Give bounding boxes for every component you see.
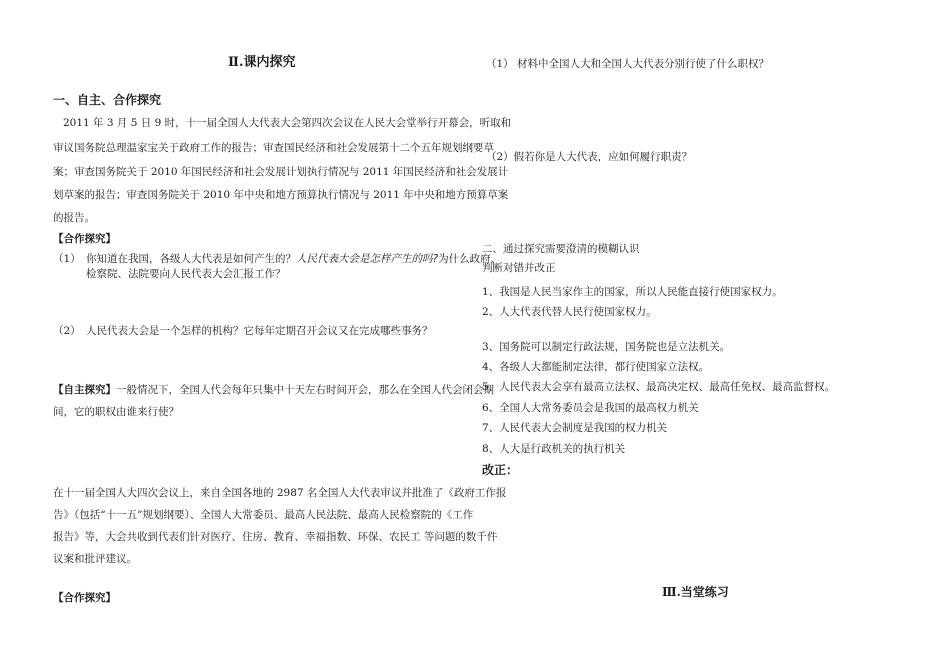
paragraph-line: 议案和批评建议。 bbox=[53, 553, 137, 565]
section-title-practice: Ⅲ.当堂练习 bbox=[662, 585, 729, 599]
question-text: 检察院、法院要向人民代表大会汇报工作？ bbox=[86, 268, 286, 280]
material-line: 案；审查国务院关于 2010 年国民经济和社会发展计划执行情况与 2011 年国民经济和社会发展计 bbox=[53, 166, 509, 178]
self-explore-label: 【自主探究】 bbox=[53, 384, 116, 396]
self-explore-text: 间，它的职权由谁来行使？ bbox=[53, 406, 179, 418]
judge-item: 3、国务院可以制定行政法规，国务院也是立法机关。 bbox=[482, 341, 731, 353]
self-explore-text: 一般情况下，全国人代会每年只集中十天左右时间开会，那么在全国人代会闭会期 bbox=[116, 384, 494, 396]
paragraph-line: 告》（包括“十一五”规划纲要）、全国人大常委员、最高人民法院、最高人民检察院的《工作 bbox=[53, 509, 474, 521]
judge-item: 5、人民代表大会享有最高立法权、最高决定权、最高任免权、最高监督权。 bbox=[482, 381, 836, 393]
judge-item: 8、人大是行政机关的执行机关 bbox=[482, 443, 626, 455]
judge-item: 2、人大代表代替人民行使国家权力。 bbox=[482, 306, 657, 318]
question-text bbox=[86, 252, 501, 267]
paragraph-line: 报告》等，大会共收到代表们针对医疗、住房、教育、幸福指数、环保、农民工 等问题的数千件 bbox=[53, 531, 498, 543]
question-number: （2） bbox=[53, 325, 81, 337]
judge-item: 4、各级人大都能制定法律，都行使国家立法权。 bbox=[482, 361, 710, 373]
material-line: 2011 年 3 月 5 日 9 时，十一届全国人大代表大会第四次会议在人民大会堂举行开幕会，听取和 bbox=[63, 117, 512, 129]
section-title-ketang: Ⅱ.课内探究 bbox=[228, 55, 296, 70]
question-number: （1） bbox=[53, 253, 81, 265]
section-heading-1: 一、自主、合作探究 bbox=[53, 93, 162, 107]
paragraph-line: 在十一届全国人大四次会议上，来自全国各地的 2987 名全国人大代表审议并批准了《政府工作报 bbox=[53, 487, 507, 499]
judge-item: 6、全国人大常务委员会是我国的最高权力机关 bbox=[482, 402, 699, 414]
correct-label: 改正： bbox=[482, 463, 519, 477]
coop-label: 【合作探究】 bbox=[53, 592, 116, 604]
right-question: （1） 材料中全国人大和全国人大代表分别行使了什么职权？ bbox=[486, 58, 770, 70]
material-line: 的报告。 bbox=[53, 212, 95, 224]
material-line: 审议国务院总理温家宝关于政府工作的报告；审查国民经济和社会发展第十二个五年规划纲要草 bbox=[53, 142, 494, 154]
question-text-part: 为什么政府、 bbox=[438, 253, 502, 265]
coop-label: 【合作探究】 bbox=[53, 233, 116, 245]
material-line: 划草案的报告；审查国务院关于 2010 年中央和地方预算执行情况与 2011 年中央和地方预算草案 bbox=[53, 189, 509, 201]
judge-item: 7、人民代表大会制度是我国的权力机关 bbox=[482, 422, 668, 434]
judge-instruction: 判断对错并改正 bbox=[482, 262, 556, 274]
question-text-part: 你知道在我国，各级人大代表是如何产生的？ bbox=[86, 253, 296, 265]
self-explore bbox=[53, 383, 494, 398]
right-question: （2）假若你是人大代表，应如何履行职责？ bbox=[486, 151, 693, 163]
section-heading-2: 二、通过探究需要澄清的模糊认识 bbox=[482, 243, 640, 255]
question-text-handwritten: 人民代表大会是怎样产生的吗? bbox=[296, 253, 439, 265]
question-text: 人民代表大会是一个怎样的机构？它每年定期召开会议又在完成哪些事务？ bbox=[86, 325, 433, 337]
judge-item: 1、我国是人民当家作主的国家，所以人民能直接行使国家权力。 bbox=[482, 286, 783, 298]
